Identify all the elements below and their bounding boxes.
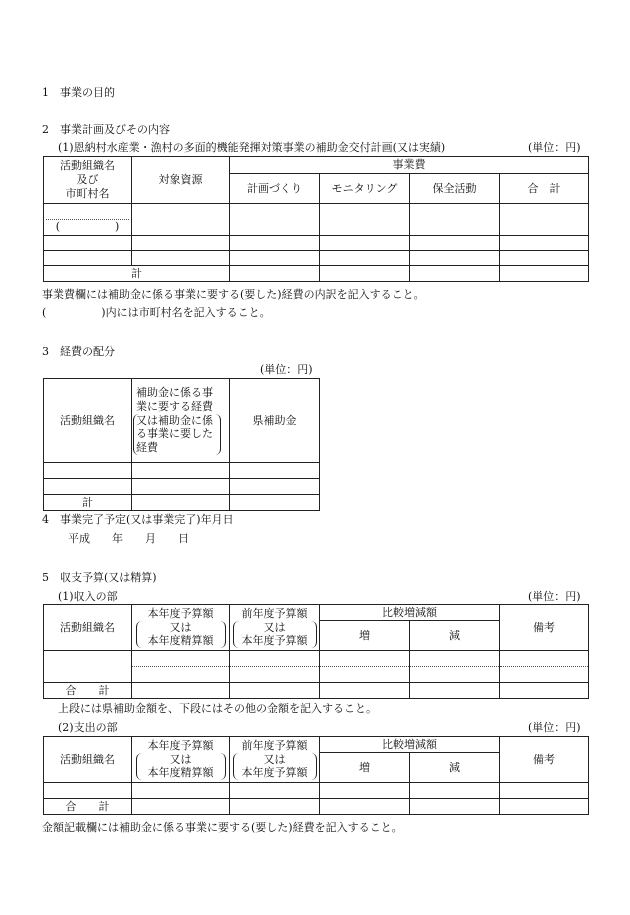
income-total-label: 合 計 — [44, 683, 132, 699]
income-note: 上段には県補助金額を、下段にはその他の金額を記入すること。 — [58, 702, 377, 715]
expense-cell — [410, 799, 500, 815]
expense-unit: (単位：円) — [528, 721, 581, 734]
expense-col-this-year-paren — [136, 753, 226, 781]
income-cell — [44, 651, 132, 683]
plan-cell — [320, 251, 410, 266]
expense-col-this-year — [132, 737, 230, 783]
income-split-cell — [410, 651, 500, 683]
alloc-cost-line: 経費 — [136, 441, 158, 455]
plan-cell — [320, 266, 410, 282]
section-3-heading: 3 経費の配分 — [42, 345, 115, 358]
plan-municipality-paren: ( ) — [46, 219, 129, 234]
income-split-cell — [132, 651, 230, 683]
plan-cell — [132, 251, 230, 266]
alloc-cost-line: 補助金に係る事 — [136, 386, 213, 400]
income-col-prev-year-paren — [233, 621, 317, 649]
section-3-unit: (単位：円) — [260, 363, 313, 376]
income-label: (1)収入の部 — [58, 590, 118, 603]
expense-col-prev-year-line: 本年度予算額 — [241, 766, 308, 780]
alloc-cost-line: 業に要する経費 — [136, 399, 213, 413]
income-cell — [500, 683, 589, 699]
alloc-cost-line: る事業に要した — [136, 427, 213, 441]
income-col-prev-year-line: 本年度予算額 — [241, 634, 308, 648]
expense-col-remarks: 備考 — [500, 737, 589, 783]
income-cell — [132, 683, 230, 699]
plan-cell — [410, 236, 500, 251]
income-cell — [230, 683, 320, 699]
plan-cell — [320, 204, 410, 236]
expense-cell — [132, 783, 230, 799]
section-5-heading: 5 収支予算(又は精算) — [42, 571, 157, 584]
expense-cell — [44, 783, 132, 799]
expense-col-increase: 増 — [320, 753, 410, 783]
alloc-cost-line: 又は補助金に係 — [136, 413, 213, 427]
expense-cell — [410, 783, 500, 799]
income-col-prev-year-line: 又は — [263, 620, 286, 634]
alloc-col-pref: 県補助金 — [230, 379, 320, 463]
expense-cell — [320, 783, 410, 799]
income-cell — [410, 683, 500, 699]
expense-cell — [230, 799, 320, 815]
income-split-cell — [230, 651, 320, 683]
alloc-cell — [132, 463, 230, 479]
expense-cell — [500, 799, 589, 815]
expense-col-prev-year-line: 又は — [263, 752, 286, 766]
alloc-col-cost — [132, 379, 230, 463]
income-split-cell — [500, 651, 589, 683]
expense-col-prev-year-line: 前年度予算額 — [241, 738, 308, 752]
plan-cell — [132, 236, 230, 251]
section-2-heading: 2 事業計画及びその内容 — [42, 123, 170, 136]
plan-col-plan: 計画づくり — [230, 174, 320, 204]
plan-cell — [44, 251, 132, 266]
plan-org-cell — [44, 204, 132, 236]
income-col-org: 活動組織名 — [44, 605, 132, 651]
income-unit: (単位：円) — [528, 590, 581, 603]
expense-label: (2)支出の部 — [58, 721, 118, 734]
income-cell — [320, 683, 410, 699]
plan-col-org: 活動組織名 及び 市町村名 — [44, 157, 132, 204]
plan-cell — [410, 204, 500, 236]
section-4-date: 平成 年 月 日 — [68, 532, 189, 545]
plan-cell — [230, 204, 320, 236]
plan-cell — [230, 236, 320, 251]
income-split-cell — [320, 651, 410, 683]
income-col-this-year-paren — [136, 621, 226, 649]
alloc-cost-paren — [133, 414, 221, 455]
allocation-table — [43, 378, 320, 511]
income-col-increase: 増 — [320, 621, 410, 651]
income-col-prev-year — [230, 605, 320, 651]
expense-col-prev-year-paren — [233, 753, 317, 781]
plan-cell — [410, 266, 500, 282]
plan-cell — [500, 251, 589, 266]
income-col-compare: 比較増減額 — [320, 605, 500, 621]
section-2-note-1: 事業費欄には補助金に係る事業に要する(要した)経費の内訳を記入すること。 — [42, 288, 425, 301]
alloc-cell — [44, 479, 132, 495]
expense-table — [43, 736, 589, 815]
income-col-remarks: 備考 — [500, 605, 589, 651]
plan-cell — [500, 266, 589, 282]
expense-col-this-year-line: 又は — [169, 752, 192, 766]
expense-col-this-year-line: 本年度精算額 — [147, 766, 214, 780]
plan-col-cost: 事業費 — [230, 157, 589, 174]
alloc-total-label: 計 — [44, 495, 132, 511]
plan-table — [43, 156, 589, 282]
income-table — [43, 604, 589, 699]
expense-total-label: 合 計 — [44, 799, 132, 815]
expense-cell — [500, 783, 589, 799]
section-2-note-2: ( )内には市町村名を記入すること。 — [42, 306, 271, 319]
expense-cell — [320, 799, 410, 815]
alloc-cell — [230, 495, 320, 511]
alloc-cell — [230, 463, 320, 479]
section-1-heading: 1 事業の目的 — [42, 86, 115, 99]
plan-col-monitor: モニタリング — [320, 174, 410, 204]
plan-total-label: 計 — [44, 266, 230, 282]
expense-cell — [132, 799, 230, 815]
income-col-decrease: 減 — [410, 621, 500, 651]
plan-cell — [500, 236, 589, 251]
plan-cell — [132, 204, 230, 236]
expense-cell — [230, 783, 320, 799]
alloc-cell — [132, 495, 230, 511]
expense-col-compare: 比較増減額 — [320, 737, 500, 753]
alloc-cell — [230, 479, 320, 495]
expense-col-decrease: 減 — [410, 753, 500, 783]
alloc-cell — [132, 479, 230, 495]
plan-col-conserve: 保全活動 — [410, 174, 500, 204]
alloc-col-org: 活動組織名 — [44, 379, 132, 463]
plan-cell — [230, 251, 320, 266]
section-2-unit: (単位：円) — [528, 141, 581, 154]
section-2-subheading: (1)恩納村水産業・漁村の多面的機能発揮対策事業の補助金交付計画(又は実績) — [58, 141, 446, 154]
income-col-this-year-line: 又は — [169, 620, 192, 634]
income-col-this-year-line: 本年度予算額 — [147, 606, 214, 620]
plan-col-resource: 対象資源 — [132, 157, 230, 204]
expense-note: 金額記載欄には補助金に係る事業に要する(要した)経費を記入すること。 — [42, 821, 403, 834]
plan-cell — [230, 266, 320, 282]
plan-col-total: 合 計 — [500, 174, 589, 204]
plan-cell — [44, 236, 132, 251]
income-col-this-year — [132, 605, 230, 651]
expense-col-org: 活動組織名 — [44, 737, 132, 783]
section-4-heading: 4 事業完了予定(又は事業完了)年月日 — [42, 513, 234, 526]
income-col-this-year-line: 本年度精算額 — [147, 634, 214, 648]
plan-cell — [320, 236, 410, 251]
plan-cell — [500, 204, 589, 236]
income-col-prev-year-line: 前年度予算額 — [241, 606, 308, 620]
expense-col-prev-year — [230, 737, 320, 783]
plan-cell — [410, 251, 500, 266]
alloc-cell — [44, 463, 132, 479]
expense-col-this-year-line: 本年度予算額 — [147, 738, 214, 752]
